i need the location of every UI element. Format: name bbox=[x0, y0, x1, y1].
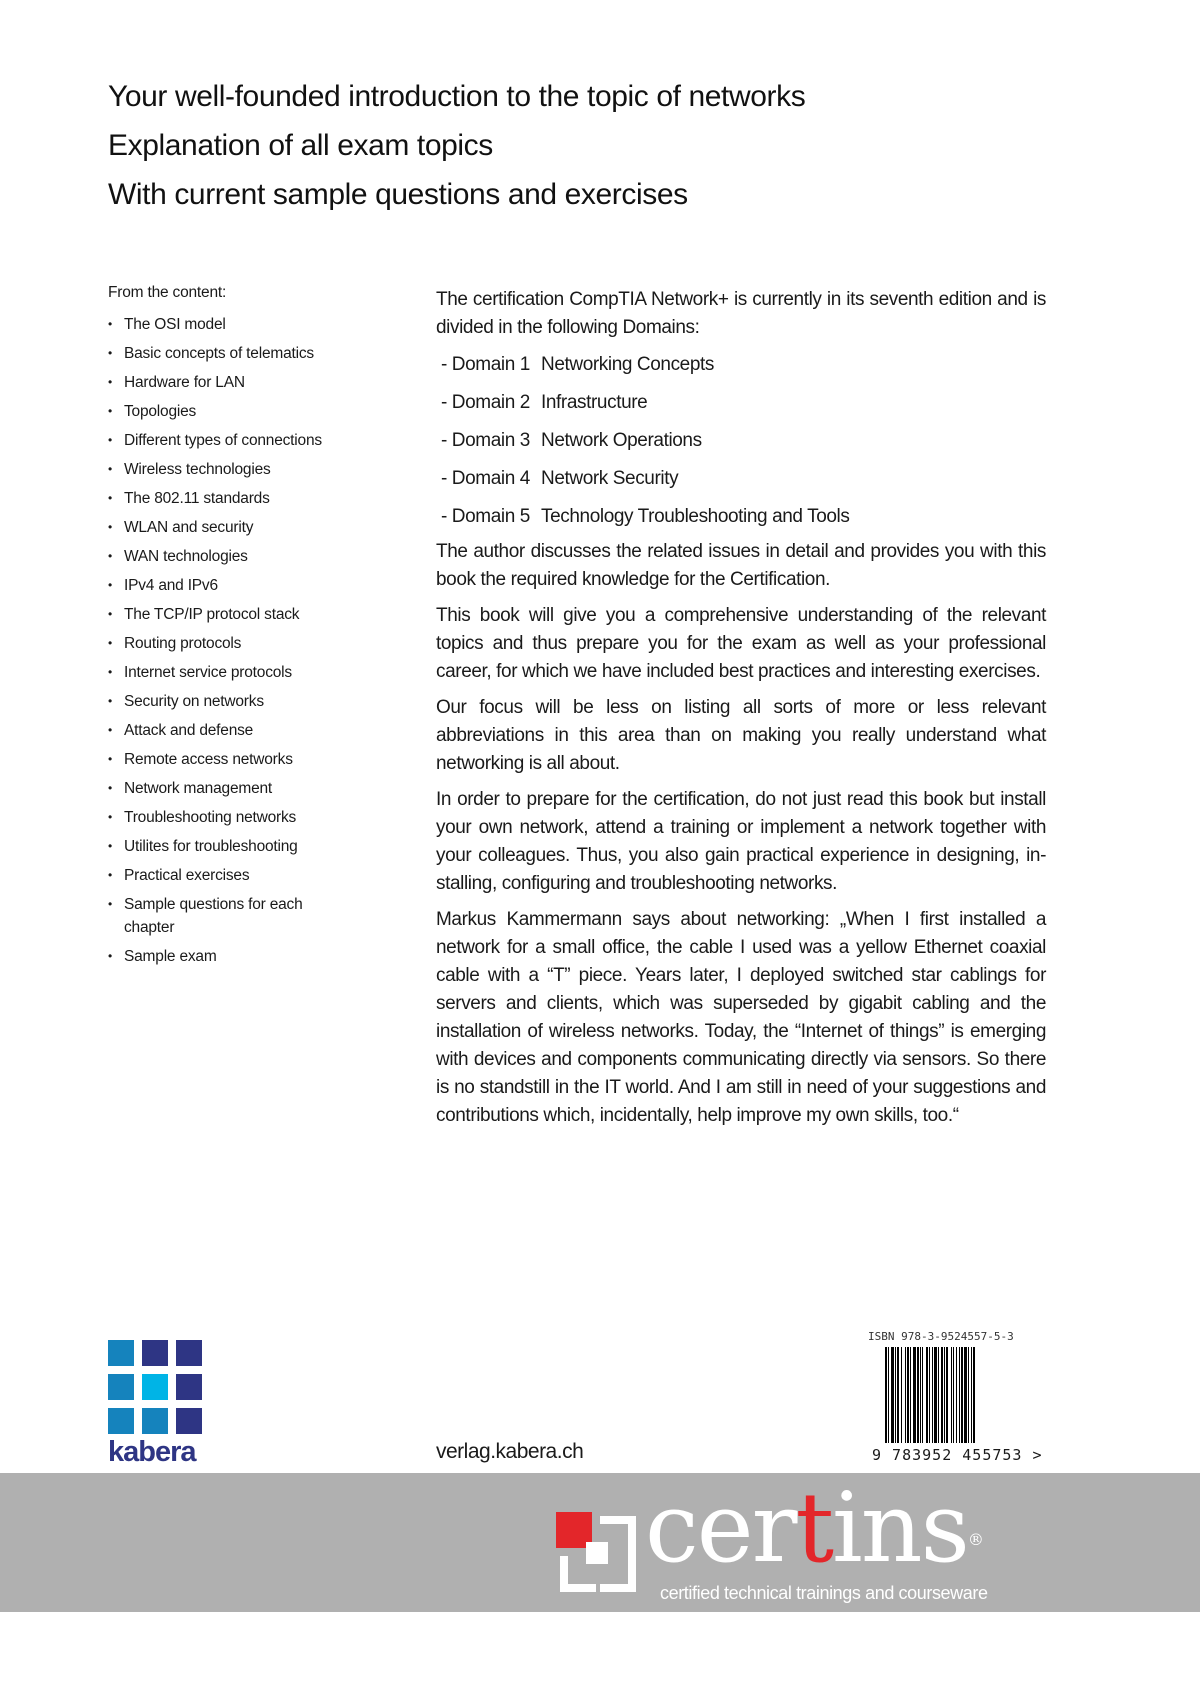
registered-mark: ® bbox=[967, 1530, 982, 1549]
body-paragraphs bbox=[436, 538, 1046, 1130]
domain-title: Network Operations bbox=[541, 430, 702, 451]
body-paragraph: Markus Kammermann says about networking: „When I first installed a network for a small office, the cable I used was a yellow Ethernet coaxial cable with a “T” piece. Years later, I deployed switched star cablings for servers and clients, which was superseded by gigabit cabling and the installation of wireless networks. Today, the “Internet of things” is emerging with devices and components communicating directly via sensors. So there is no standstill in the IT world. And I am still in need of your suggestions and contributions which, incidentally, help improve my own skills, too.“ bbox=[436, 909, 1046, 1126]
contents-item: • The OSI model bbox=[108, 313, 348, 336]
certins-mark-icon bbox=[556, 1512, 640, 1596]
body-paragraph: Our focus will be less on listing all sorts of more or less relevant abbreviations in this area than on making you really understand what networking is all about. bbox=[436, 697, 1046, 774]
barcode-digits: 9 783952 455753 > bbox=[872, 1446, 1043, 1464]
body-paragraph: The author discusses the related issues in detail and provides you with this book the required knowledge for the Certification. bbox=[436, 541, 1046, 590]
domain-number: - Domain 4 bbox=[441, 468, 530, 489]
headline-3: With current sample questions and exercises bbox=[108, 178, 688, 211]
domain-item bbox=[436, 422, 1046, 460]
contents-item: • Troubleshooting networks bbox=[108, 806, 348, 829]
contents-item: • Remote access networks bbox=[108, 748, 348, 771]
logo-grid bbox=[108, 1340, 200, 1434]
description bbox=[436, 286, 1046, 1138]
contents-list bbox=[108, 284, 348, 974]
domain-title: Networking Concepts bbox=[541, 354, 714, 375]
logo-square bbox=[176, 1408, 202, 1434]
logo-square bbox=[142, 1340, 168, 1366]
contents-item: • Internet service protocols bbox=[108, 661, 348, 684]
contents-item: • Hardware for LAN bbox=[108, 371, 348, 394]
intro-paragraph: The certification CompTIA Network+ is currently in its seventh edition and is divided in the following Domains: bbox=[436, 289, 1046, 338]
contents-item: • Different types of connections bbox=[108, 429, 348, 452]
logo-square bbox=[142, 1374, 168, 1400]
contents-item: • IPv4 and IPv6 bbox=[108, 574, 348, 597]
contents-item: • Routing protocols bbox=[108, 632, 348, 655]
domain-item bbox=[436, 460, 1046, 498]
domain-item bbox=[436, 384, 1046, 422]
contents-item: • Topologies bbox=[108, 400, 348, 423]
headline-1: Your well-founded introduction to the topic of networks bbox=[108, 80, 806, 113]
contents-item: • WAN technologies bbox=[108, 545, 348, 568]
contents-title: From the content: bbox=[108, 284, 227, 301]
headline-2: Explanation of all exam topics bbox=[108, 129, 493, 162]
barcode-bar bbox=[975, 1347, 976, 1443]
contents-item: • Sample questions for each chapter bbox=[108, 893, 348, 939]
headlines bbox=[108, 72, 805, 219]
contents-item: • Security on networks bbox=[108, 690, 348, 713]
brand-accent: t bbox=[795, 1472, 833, 1584]
contents-item: • Wireless technologies bbox=[108, 458, 348, 481]
domain-number: - Domain 2 bbox=[441, 392, 530, 413]
domain-item bbox=[436, 498, 1046, 536]
certins-logo bbox=[645, 1472, 982, 1584]
brand-part: ins bbox=[832, 1472, 968, 1584]
kabera-logo bbox=[108, 1340, 200, 1468]
domain-number: - Domain 5 bbox=[441, 506, 530, 527]
barcode bbox=[885, 1347, 976, 1443]
logo-square bbox=[176, 1340, 202, 1366]
domain-title: Network Security bbox=[541, 468, 679, 489]
domain-title: Technology Troubleshooting and Tools bbox=[541, 506, 850, 527]
body-paragraph: This book will give you a comprehensive understanding of the relevant topics and thus prepare you for the exam as well as your professional career, for which we have included best practices and interesting exercises. bbox=[436, 605, 1046, 682]
domain-number: - Domain 3 bbox=[441, 430, 530, 451]
logo-square bbox=[108, 1340, 134, 1366]
certins-tagline: certified technical trainings and courseware bbox=[660, 1583, 988, 1603]
contents-item: • Basic concepts of telematics bbox=[108, 342, 348, 365]
publisher-url: verlag.kabera.ch bbox=[436, 1440, 584, 1463]
contents-item: • Attack and defense bbox=[108, 719, 348, 742]
logo-square bbox=[108, 1408, 134, 1434]
logo-square bbox=[176, 1374, 202, 1400]
kabera-wordmark: kabera bbox=[108, 1436, 196, 1468]
body-paragraph: In order to prepare for the certification, do not just read this book but install your own network, attend a training or implement a network together with your colleagues. Thus, you also gain practical experience in designing, in-stalling, configuring and troubleshooting networks. bbox=[436, 789, 1046, 894]
contents-item: • Practical exercises bbox=[108, 864, 348, 887]
contents-item: • Sample exam bbox=[108, 945, 348, 968]
domain-list bbox=[436, 346, 1046, 536]
domain-title: Infrastructure bbox=[541, 392, 648, 413]
logo-square bbox=[142, 1408, 168, 1434]
contents-item: • Network management bbox=[108, 777, 348, 800]
brand-part: cer bbox=[645, 1472, 796, 1584]
isbn-text: ISBN 978-3-9524557-5-3 bbox=[868, 1330, 1014, 1343]
contents-items bbox=[108, 313, 348, 968]
domain-item bbox=[436, 346, 1046, 384]
domain-number: - Domain 1 bbox=[441, 354, 530, 375]
logo-square bbox=[108, 1374, 134, 1400]
contents-item: • The TCP/IP protocol stack bbox=[108, 603, 348, 626]
contents-item: • The 802.11 standards bbox=[108, 487, 348, 510]
contents-item: • Utilites for troubleshooting bbox=[108, 835, 348, 858]
contents-item: • WLAN and security bbox=[108, 516, 348, 539]
